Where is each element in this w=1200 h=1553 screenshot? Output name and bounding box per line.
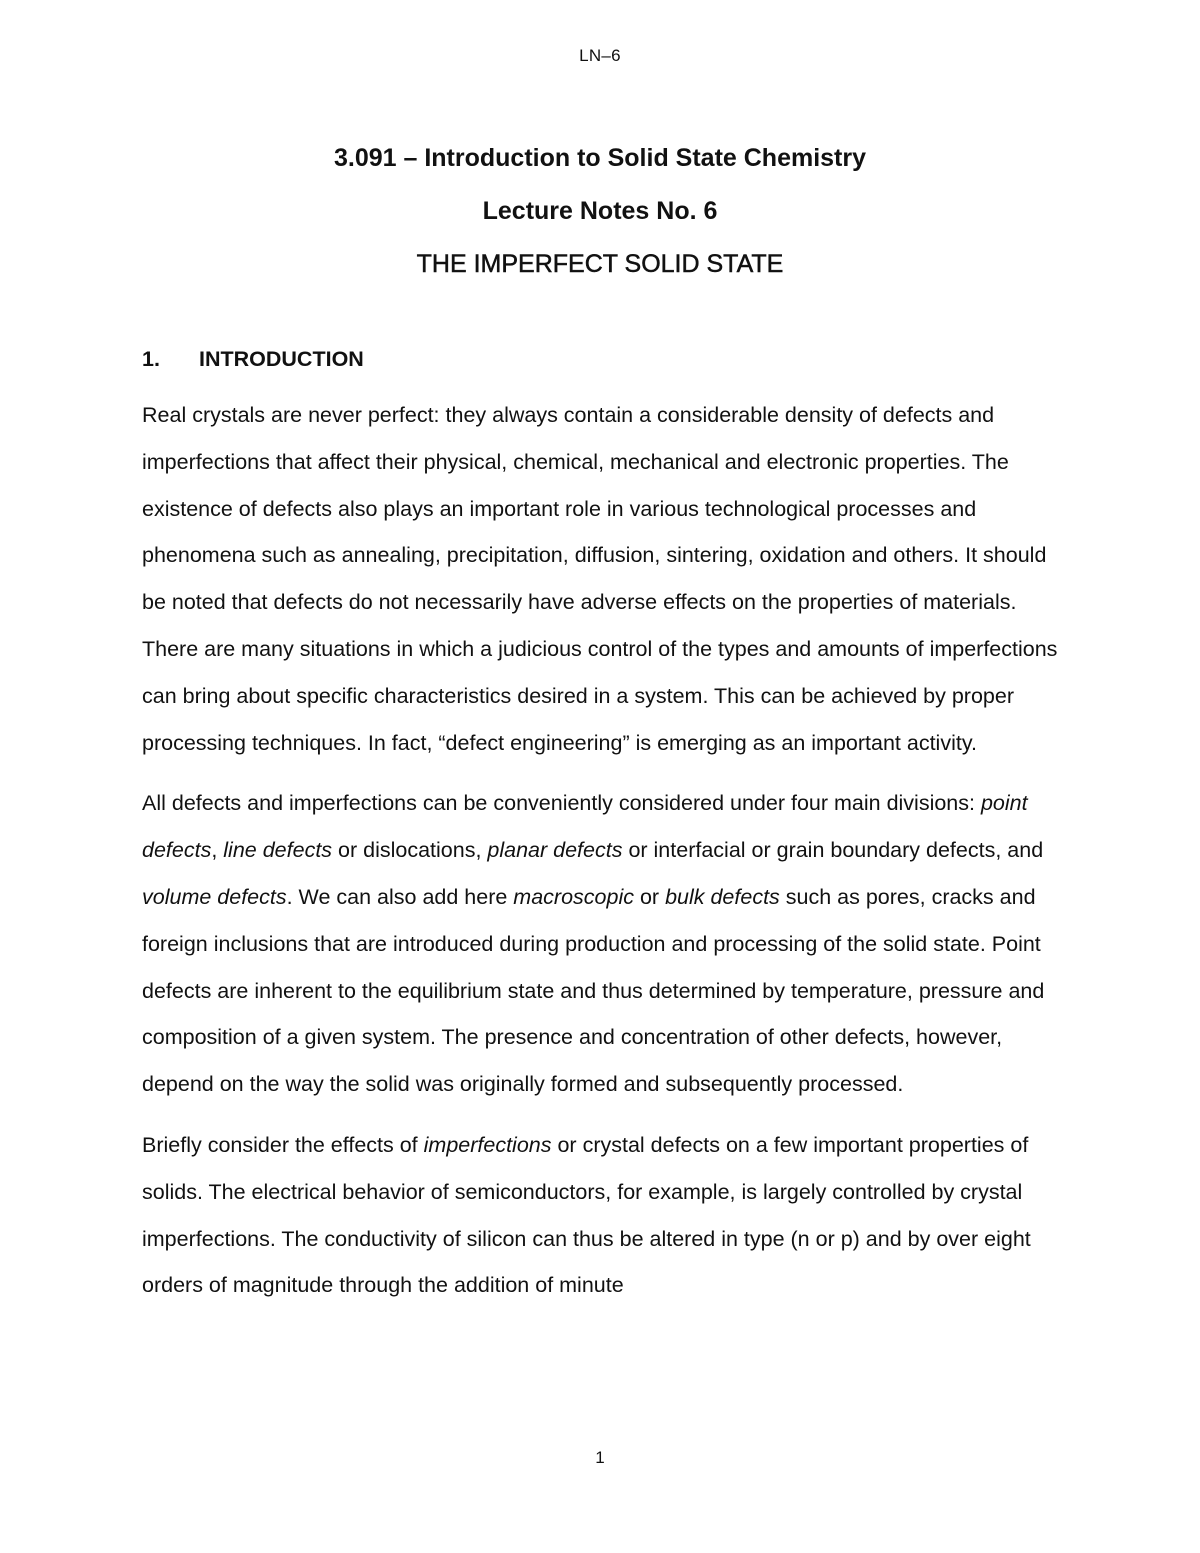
paragraph-text: or interfacial or grain boundary defects, and: [622, 838, 1044, 863]
lecture-number: Lecture Notes No. 6: [482, 197, 718, 225]
page-number: 1: [595, 1448, 605, 1467]
emphasis-term: bulk defects: [665, 884, 780, 909]
paragraph-2: [142, 780, 1067, 1108]
paragraph-1: Real crystals are never perfect: they always contain a considerable density of defects and imperfections that affect their physical, chemical, mechanical and electronic properties. The existence of defects also plays an important role in various technological processes and phenomena such as annealing, precipitation, diffusion, sintering, oxidation and others. It should be noted that defects do not necessarily have adverse effects on the properties of materials. There are many situations in which a judicious control of the types and amounts of imperfections can bring about specific characteristics desired in a system. This can be achieved by proper processing techniques. In fact, “defect engineering” is emerging as an important activity.: [142, 403, 1058, 755]
paragraph-text: All defects and imperfections can be conveniently considered under four main divisions:: [142, 791, 981, 816]
course-title: 3.091 – Introduction to Solid State Chemistry: [333, 144, 867, 172]
emphasis-term: point defects: [142, 791, 1028, 863]
running-header: LN–6: [579, 46, 621, 65]
emphasis-term: imperfections: [423, 1132, 552, 1157]
emphasis-term: volume defects: [142, 884, 287, 909]
paragraph-text: ,: [211, 838, 224, 863]
emphasis-term: planar defects: [487, 838, 623, 863]
paragraph-text: or dislocations,: [332, 838, 488, 863]
section-title: INTRODUCTION: [199, 347, 364, 371]
body-text: [142, 340, 1067, 1323]
emphasis-term: macroscopic: [513, 884, 634, 909]
paragraph-text: or: [633, 884, 666, 909]
section-heading: [142, 340, 1067, 392]
lecture-topic: THE IMPERFECT SOLID STATE: [416, 250, 784, 278]
emphasis-term: line defects: [223, 838, 333, 863]
paragraph-3: [142, 1122, 1067, 1309]
paragraph-text: such as pores, cracks and foreign inclusions that are introduced during production and processing of the solid state. Point defects are inherent to the equilibrium state and thus determined by temperature, pressure and composition of a given system. The presence and concentration of other defects, however, depend on the way the solid was originally formed and subsequently processed.: [142, 884, 1045, 1097]
paragraph-text: or crystal defects on a few important properties of solids. The electrical behavior of semiconductors, for example, is largely controlled by crystal imperfections. The conductivity of silicon can thus be altered in type (n or p) and by over eight orders of magnitude through the addition of minute: [142, 1132, 1031, 1298]
section-number: 1.: [142, 347, 160, 371]
paragraph-text: . We can also add here: [286, 884, 514, 909]
paragraph-text: Briefly consider the effects of: [142, 1132, 424, 1157]
title-block: [0, 132, 1200, 291]
